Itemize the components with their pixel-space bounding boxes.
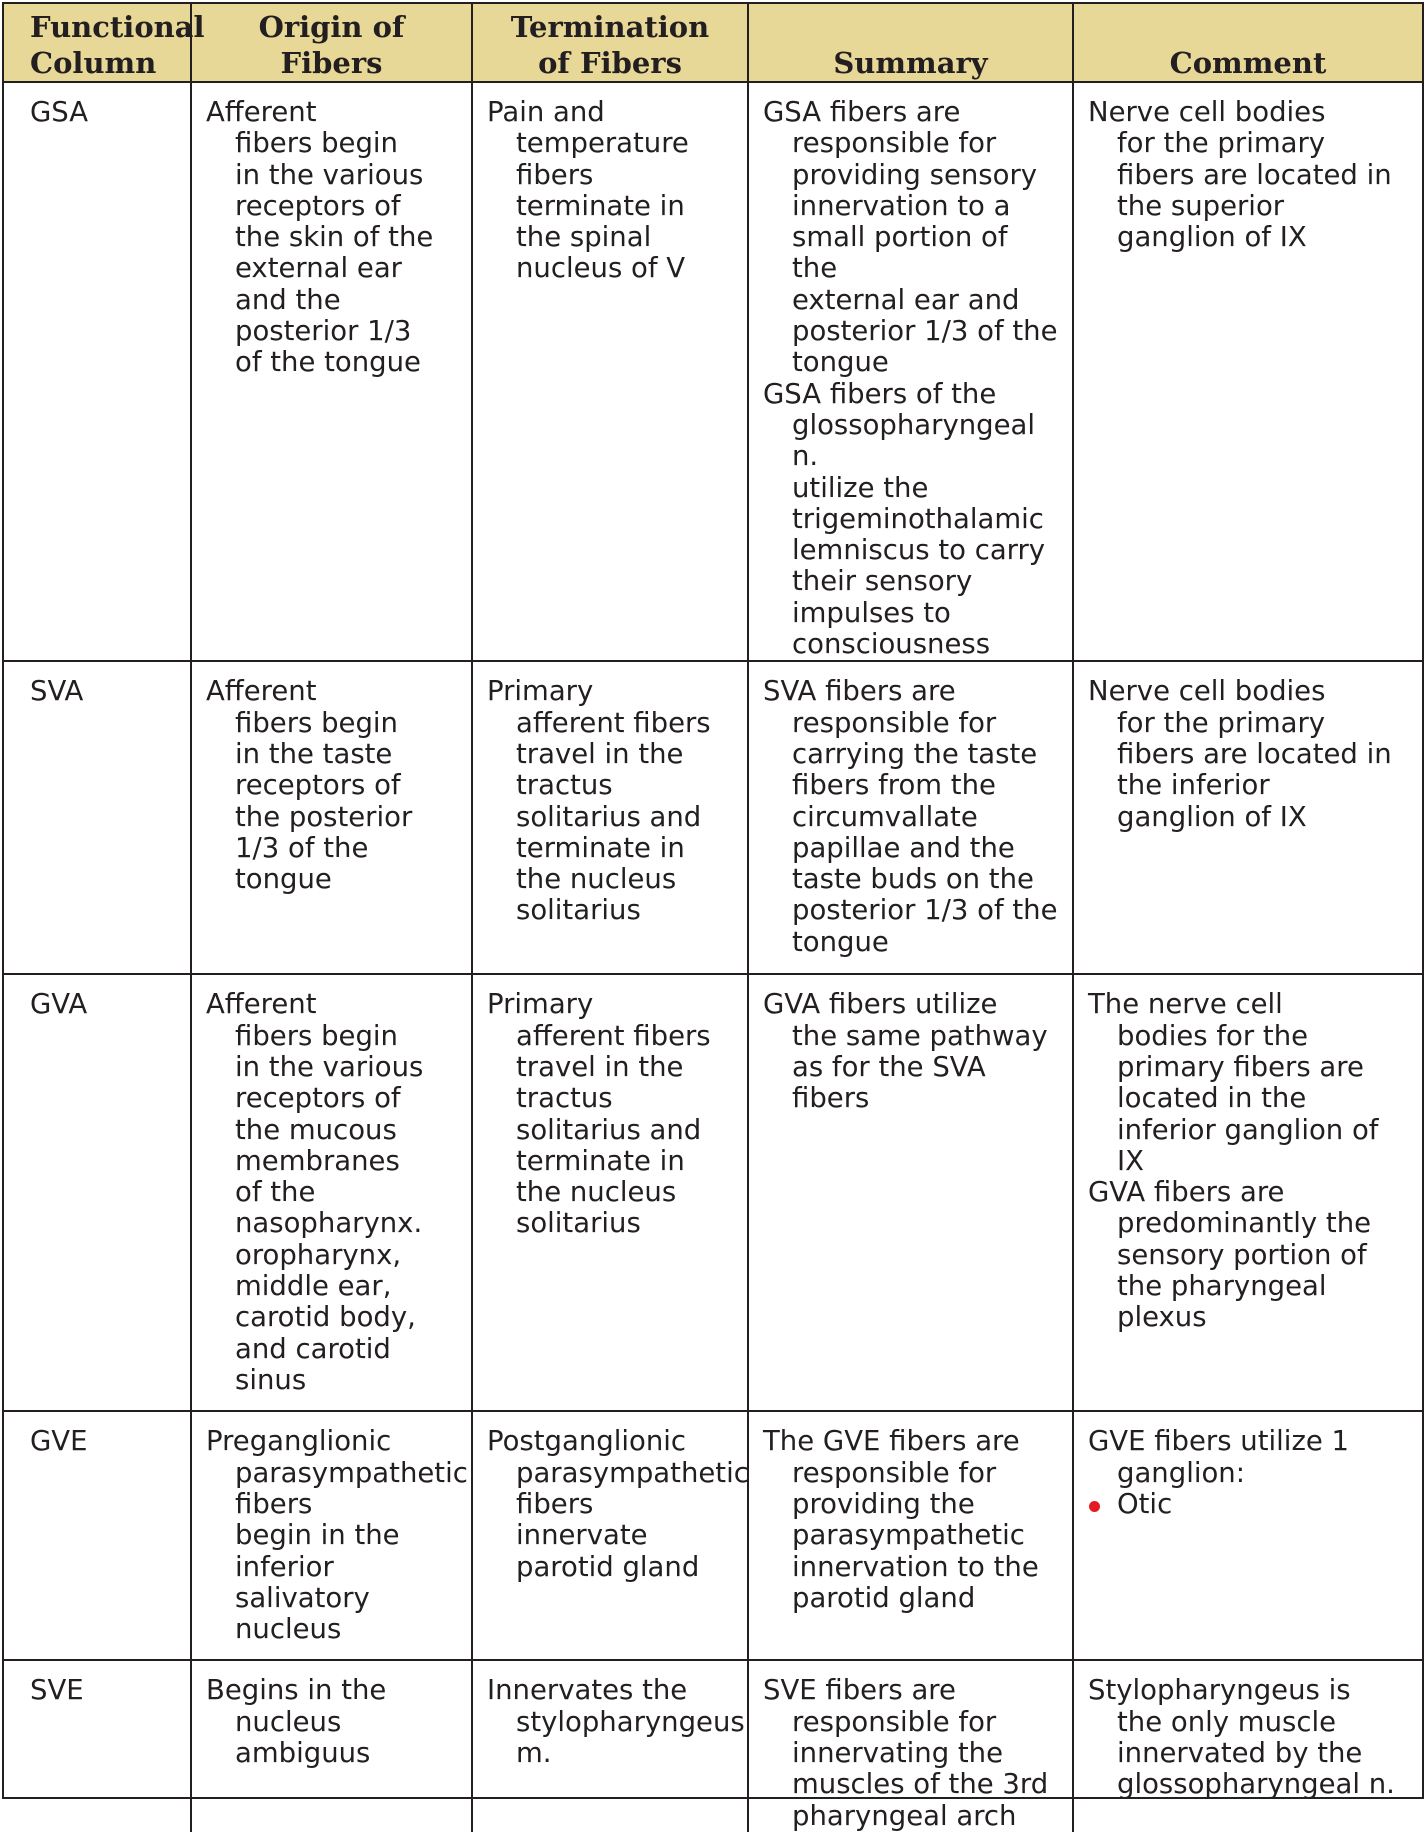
cell-comment (1073, 974, 1422, 1411)
text-line: circumvallate (792, 800, 978, 833)
text-line: in the various (235, 158, 424, 191)
functional-column-table (4, 4, 1422, 1832)
text-line: receptors of (235, 189, 401, 222)
text-line: located in the (1117, 1082, 1307, 1115)
text-line: middle ear, (235, 1270, 392, 1303)
text-line: Primary (487, 675, 594, 708)
text-line: nucleus (235, 1613, 342, 1646)
origin-entry (206, 97, 457, 379)
text-line: tongue (235, 863, 332, 896)
table-row-gve (4, 1411, 1422, 1660)
header-origin-of-fibers (191, 4, 472, 82)
text-line: in the various (235, 1050, 424, 1083)
termination-entry (487, 1674, 745, 1769)
table-row-sve (4, 1660, 1422, 1831)
comment-entry (1088, 989, 1408, 1177)
cell-origin (191, 974, 472, 1411)
text-line: fibers from the (792, 769, 996, 802)
header-summary (748, 4, 1073, 82)
cell-termination (472, 82, 748, 661)
termination-entry (487, 1425, 749, 1583)
text-line: inferior (235, 1550, 334, 1583)
text-line: fibers begin (235, 1019, 398, 1052)
table-row-sva (4, 661, 1422, 974)
text-line: trigeminothalamic (792, 502, 1044, 535)
summary-entry (763, 1675, 1058, 1831)
text-line: receptors of (235, 1082, 401, 1115)
text-line: sinus (235, 1363, 307, 1396)
text-line: receptors of (235, 769, 401, 802)
text-line: travel in the (516, 737, 684, 770)
summary-entry (763, 379, 1058, 661)
text-line: small portion of the (792, 221, 1008, 285)
cell-termination (472, 974, 748, 1411)
origin-entry (206, 1425, 468, 1646)
text-line: the superior (1117, 189, 1285, 222)
text-line: taste buds on the (792, 863, 1034, 896)
text-line: the inferior (1117, 769, 1270, 802)
text-line: GVA fibers are (1088, 1176, 1285, 1209)
text-line: afferent fibers (516, 1019, 711, 1052)
table-row-gsa (4, 82, 1422, 661)
text-line: the nucleus (516, 1176, 677, 1209)
bullet-text: Otic (1117, 1487, 1173, 1520)
text-line: Functional (30, 10, 205, 44)
cell-comment (1073, 661, 1422, 974)
comment-entry (1088, 1177, 1408, 1333)
text-line: pharyngeal arch (792, 1799, 1017, 1832)
text-line: Primary (487, 988, 594, 1021)
text-line: Stylopharyngeus is (1088, 1674, 1351, 1707)
text-line: sensory portion of (1117, 1238, 1367, 1271)
text-line: fibers are located in (1117, 737, 1392, 770)
text-line: as for the SVA (792, 1050, 986, 1083)
termination-entry (487, 676, 733, 926)
header-functional-column (4, 4, 205, 82)
text-line: carotid body, (235, 1301, 416, 1334)
text-line: glossopharyngeal n. (1117, 1768, 1395, 1801)
text-line: Afferent (206, 988, 317, 1021)
origin-entry (206, 676, 457, 895)
summary-entry (763, 676, 1058, 958)
text-line: Afferent (206, 675, 317, 708)
text-line: The GVE fibers are (763, 1425, 1020, 1458)
text-line: Origin of (258, 10, 405, 44)
text-line: the nucleus (516, 863, 677, 896)
text-line: Nerve cell bodies (1088, 675, 1326, 708)
cell-summary (748, 974, 1073, 1411)
cell-origin (191, 1660, 472, 1831)
text-line: responsible for (792, 127, 997, 160)
text-line: fibers (516, 1487, 594, 1520)
cell-functional-column: GVE (4, 1411, 191, 1660)
comment-entry (1088, 1426, 1408, 1489)
text-line: responsible for (792, 1705, 997, 1738)
cell-summary (748, 82, 1073, 661)
cell-summary (748, 1660, 1073, 1831)
text-line: innervating the (792, 1736, 1004, 1769)
text-line: for the primary (1117, 127, 1326, 160)
text-line: the only muscle (1117, 1705, 1337, 1738)
text-line: nucleus (235, 1705, 342, 1738)
red-bullet-icon (1089, 1501, 1100, 1512)
text-line: innervation to the (792, 1550, 1039, 1583)
cell-origin (191, 1411, 472, 1660)
origin-entry (206, 1675, 457, 1769)
text-line: Afferent (206, 96, 317, 128)
text-line: Begins in the (206, 1674, 387, 1707)
text-line: predominantly the (1117, 1207, 1372, 1240)
text-line: parasympathetic (516, 1456, 749, 1489)
text-line: the same pathway (792, 1019, 1048, 1052)
text-line: GVA fibers utilize (763, 988, 998, 1021)
text-line: and the (235, 283, 341, 316)
cell-termination (472, 1660, 748, 1831)
text-line: innervated by the (1117, 1736, 1363, 1769)
text-line: begin in the (235, 1519, 400, 1552)
text-line: fibers (235, 1487, 313, 1520)
text-line: membranes (235, 1144, 400, 1177)
text-line: ganglion of IX (1117, 800, 1307, 833)
header-comment (1073, 4, 1422, 82)
text-line: the skin of the (235, 221, 434, 254)
cell-functional-column: SVE (4, 1660, 191, 1831)
text-line: travel in the (516, 1050, 684, 1083)
text-line: papillae and the (792, 831, 1015, 864)
text-line: consciousness (792, 628, 991, 661)
termination-entry (487, 989, 733, 1239)
text-line: impulses to (792, 596, 951, 629)
text-line: posterior 1/3 of the (792, 315, 1058, 348)
text-line: bodies for the (1117, 1019, 1309, 1052)
text-line: and carotid (235, 1332, 391, 1365)
text-line: solitarius and (516, 1113, 702, 1146)
text-line: solitarius and (516, 800, 702, 833)
header-row (4, 4, 1422, 82)
text-line: providing sensory (792, 158, 1038, 191)
text-line: primary fibers are (1117, 1050, 1364, 1083)
cell-termination (472, 661, 748, 974)
text-line: the spinal (516, 221, 652, 254)
text-line: GSA fibers of the (763, 377, 997, 410)
text-line: IX (1117, 1144, 1144, 1177)
nerve-fiber-table-frame (2, 2, 1424, 1832)
text-line: tongue (792, 925, 889, 958)
text-line: Fibers (280, 46, 383, 80)
text-line: solitarius (516, 1207, 641, 1240)
text-line: muscles of the 3rd (792, 1768, 1049, 1801)
text-line: GVE fibers utilize 1 (1088, 1425, 1350, 1458)
summary-entry (763, 989, 1058, 1114)
text-line: parotid gland (516, 1550, 700, 1583)
text-line: ganglion: (1117, 1456, 1245, 1489)
text-line: fibers begin (235, 127, 398, 160)
text-line: parasympathetic (235, 1456, 468, 1489)
text-line: innervate (516, 1519, 648, 1552)
text-line: Innervates the (487, 1674, 688, 1707)
text-line: fibers are located in (1117, 158, 1392, 191)
text-line: fibers (516, 158, 594, 191)
cell-termination (472, 1411, 748, 1660)
text-line: stylopharyngeus (516, 1705, 745, 1738)
text-line: innervation to a (792, 189, 1011, 222)
text-line: Comment (1169, 46, 1327, 80)
origin-entry (206, 989, 457, 1396)
text-line: GSA fibers are (763, 96, 961, 128)
text-line: Termination (510, 10, 710, 44)
text-line: of the (235, 1176, 316, 1209)
text-line: for the primary (1117, 706, 1326, 739)
text-line: utilize the (792, 471, 929, 504)
text-line: posterior 1/3 of the (792, 894, 1058, 927)
cell-functional-column: GSA (4, 82, 191, 661)
text-line: tractus (516, 1082, 613, 1115)
text-line: fibers begin (235, 706, 398, 739)
text-line: terminate in (516, 831, 685, 864)
text-line: glossopharyngeal n. (792, 408, 1036, 473)
text-line: the mucous (235, 1113, 397, 1146)
text-line: terminate in (516, 1144, 685, 1177)
text-line: external ear and (792, 283, 1020, 316)
text-line: the posterior (235, 800, 413, 833)
text-line: Column (30, 46, 157, 80)
cell-origin (191, 82, 472, 661)
text-line: temperature (516, 127, 689, 160)
text-line: in the taste (235, 737, 393, 770)
text-line: posterior 1/3 (235, 315, 412, 348)
text-line: external ear (235, 252, 402, 285)
cell-comment (1073, 1660, 1422, 1831)
text-line: their sensory (792, 565, 973, 598)
header-termination-of-fibers (472, 4, 748, 82)
text-line: plexus (1117, 1301, 1207, 1334)
text-line: tongue (792, 346, 889, 379)
text-line: lemniscus to carry (792, 534, 1046, 567)
text-line: SVA fibers are (763, 675, 956, 708)
text-line: Postganglionic (487, 1425, 687, 1458)
text-line: parotid gland (792, 1581, 976, 1614)
text-line: Summary (833, 46, 988, 80)
text-line: the pharyngeal (1117, 1270, 1327, 1303)
summary-entry (763, 97, 1058, 379)
text-line: ganglion of IX (1117, 221, 1307, 254)
text-line: providing the (792, 1487, 975, 1520)
text-line: The nerve cell (1088, 988, 1283, 1021)
text-line: fibers (792, 1082, 870, 1115)
comment-entry (1088, 1675, 1408, 1800)
text-line: ambiguus (235, 1736, 371, 1769)
text-line: Nerve cell bodies (1088, 96, 1326, 128)
text-line: afferent fibers (516, 706, 711, 739)
text-line: of Fibers (538, 46, 682, 80)
text-line: SVE fibers are (763, 1674, 956, 1707)
table-row-gva (4, 974, 1422, 1411)
text-line: of the tongue (235, 346, 421, 379)
comment-entry (1088, 97, 1408, 253)
cell-functional-column: SVA (4, 661, 191, 974)
text-line: nasopharynx. (235, 1207, 423, 1240)
text-line: responsible for (792, 706, 997, 739)
comment-bullet-item (1088, 1489, 1408, 1520)
cell-summary (748, 1411, 1073, 1660)
cell-origin (191, 661, 472, 974)
cell-comment (1073, 1411, 1422, 1660)
comment-entry (1088, 676, 1408, 832)
text-line: inferior ganglion of (1117, 1113, 1379, 1146)
text-line: salivatory (235, 1581, 370, 1614)
text-line: terminate in (516, 189, 685, 222)
text-line: tractus (516, 769, 613, 802)
text-line: solitarius (516, 894, 641, 927)
text-line: parasympathetic (792, 1519, 1025, 1552)
summary-entry (763, 1426, 1058, 1614)
text-line: Pain and (487, 96, 605, 128)
cell-functional-column: GVA (4, 974, 191, 1411)
text-line: carrying the taste (792, 737, 1038, 770)
text-line: oropharynx, (235, 1238, 402, 1271)
text-line: m. (516, 1736, 552, 1769)
cell-summary (748, 661, 1073, 974)
text-line: responsible for (792, 1456, 997, 1489)
cell-comment (1073, 82, 1422, 661)
text-line: nucleus of V (516, 252, 686, 285)
text-line: Preganglionic (206, 1425, 392, 1458)
text-line: 1/3 of the (235, 831, 369, 864)
termination-entry (487, 97, 733, 285)
